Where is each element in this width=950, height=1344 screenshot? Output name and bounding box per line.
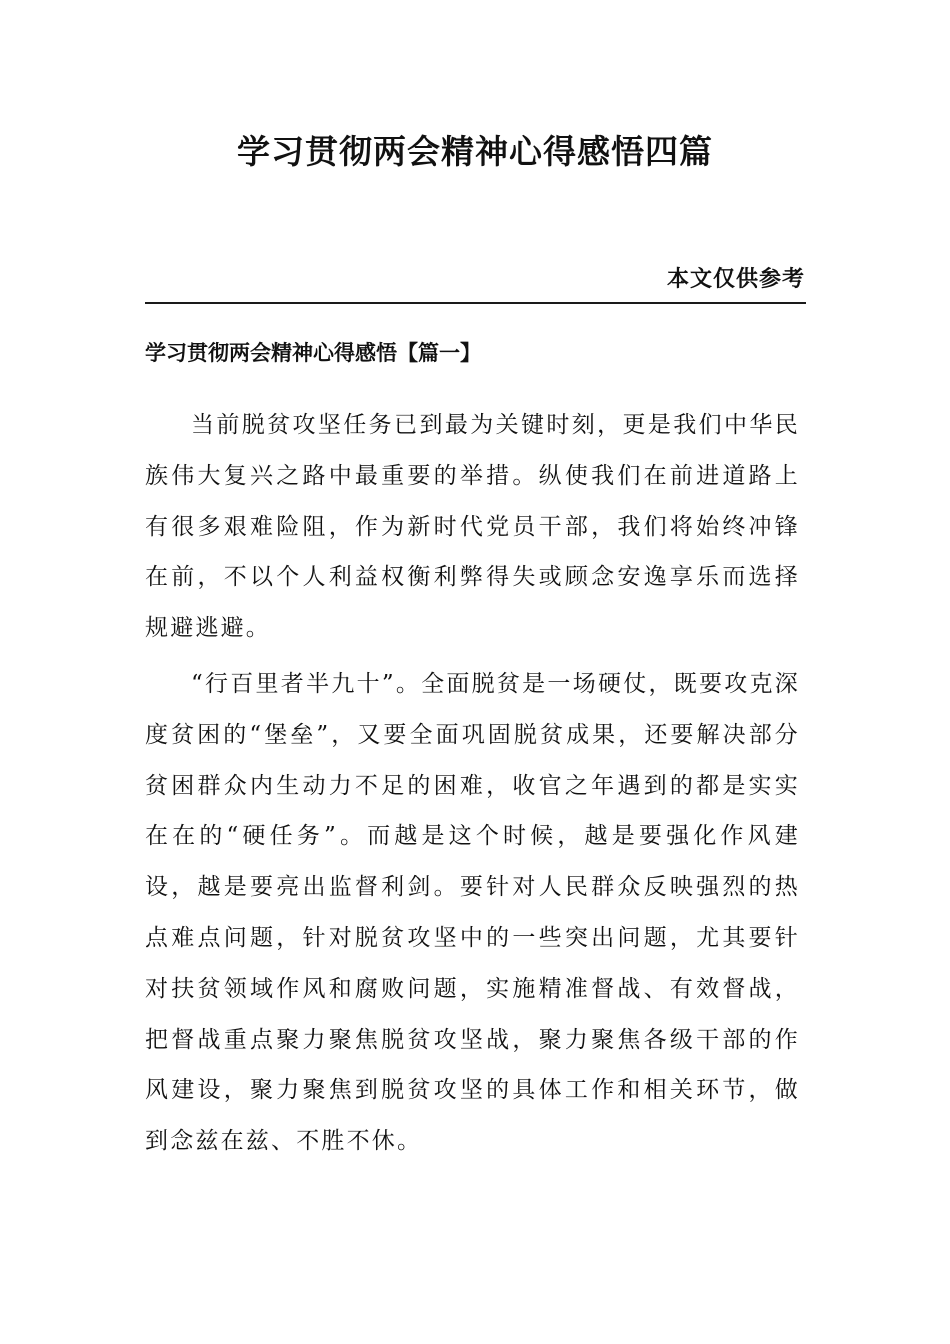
paragraph-2: “行百里者半九十”。全面脱贫是一场硬仗，既要攻克深度贫困的“堡垒”，又要全面巩固脱贫成果，还要解决部分贫困群众内生动力不足的困难，收官之年遇到的都是实实在在的“硬任务”。而越是这个时候，越是要强化作风建设，越是要亮出监督利剑。要针对人民群众反映强烈的热点难点问题，针对脱贫攻坚中的一些突出问题，尤其要针对扶贫领域作风和腐败问题，实施精准督战、有效督战，把督战重点聚力聚焦脱贫攻坚战，聚力聚焦各级干部的作风建设，聚力聚焦到脱贫攻坚的具体工作和相关环节，做到念兹在兹、不胜不休。 [145,670,800,1155]
section-heading: 学习贯彻两会精神心得感悟【篇一】 [145,341,481,365]
header-divider [145,302,806,304]
paragraph-1: 当前脱贫攻坚任务已到最为关键时刻，更是我们中华民族伟大复兴之路中最重要的举措。纵使我们在前进道路上有很多艰难险阻，作为新时代党员干部，我们将始终冲锋在前，不以个人利益权衡利弊得失或顾念安逸享乐而选择规避逃避。 [145,412,800,642]
document-title: 学习贯彻两会精神心得感悟四篇 [237,132,713,171]
body-text [145,400,800,1172]
reference-note: 本文仅供参考 [666,266,805,292]
